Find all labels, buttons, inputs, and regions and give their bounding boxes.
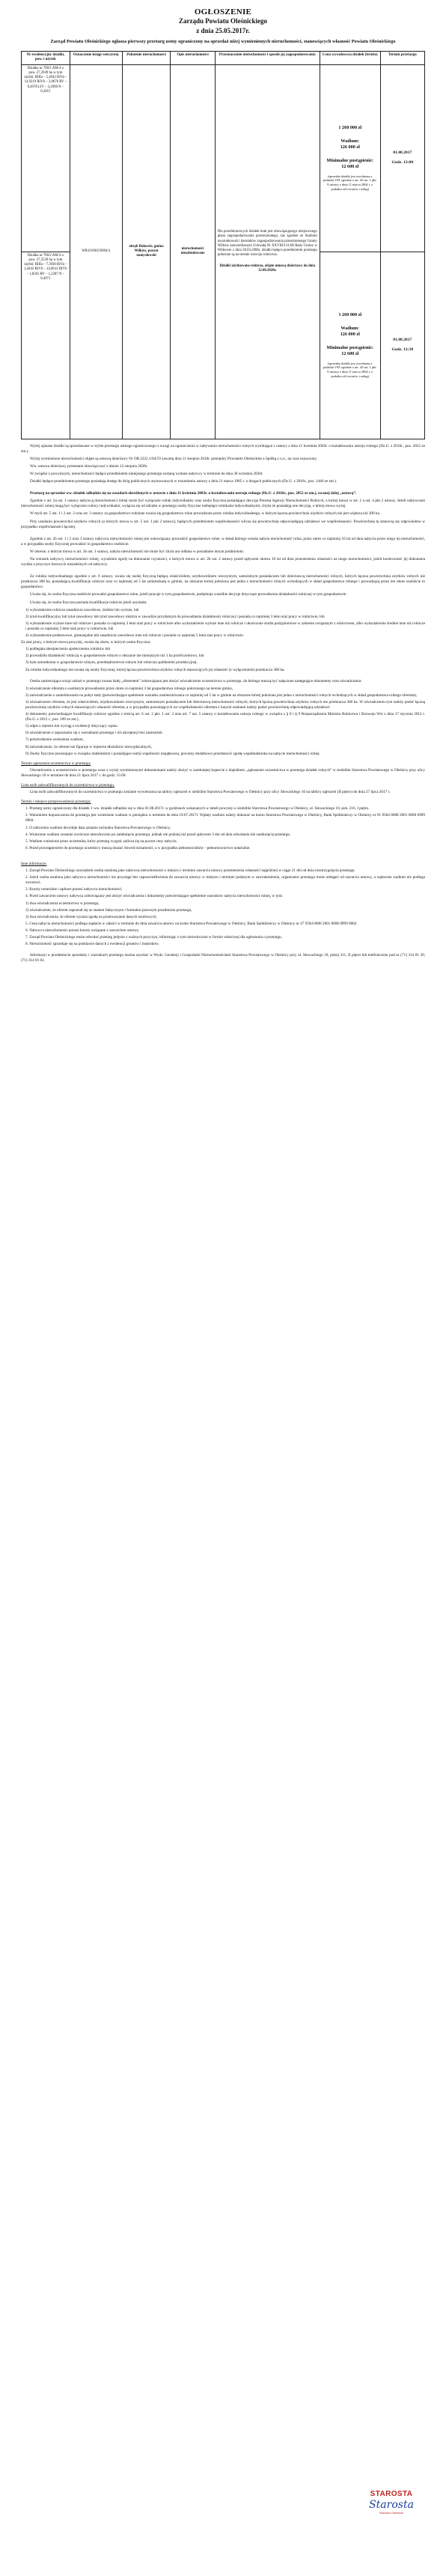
list-item: 6) oświadczenie o zapoznaniu się z warunkami przetargu i ich akceptacji bez zastrzeżeń. [25,731,163,736]
list-item: 7) potwierdzenie wniesienia wadium, [25,737,84,743]
paragraph: Oświadczenie o uczestnictwie w przetargu wraz z wyżej wymienionymi dokumentami należy złożyć w zamkniętej kopercie z dopiskiem „zgłoszenie uczestnictwa w przetargu działek rolnych” w siedzibie Starostwa Powiatowego w Oleśnicy przy ulicy Słowackiego 10 w terminie do dnia 21 lipca 2017 r. do godz. 15:00. [21,767,425,778]
document-subtitle: Zarządu Powiatu Oleśnickiego [178,17,267,25]
staz-list [21,647,425,672]
list-item: 3) oświadczenie oferenta, że jest właścicielem, użytkownikiem wieczystym, samoistnym posiadaczem lub dzierżawcą nieruchomości rolnych, których łączna powierzchnia użytków rolnych nie przekracza 300 ha. W oświadczeniu tym należy podać łączną powierzchnię użytków rolnych stanowiących własność oferenta, a w przypadku pozostających we współwłasności oferenta z innymi osobami należy podać powierzchnię odpowiadającą udziałowi. [25,699,425,710]
list-item: 2) tytuł kwalifikacyjny lub tytuł zawodowy lub tytuł zawodowy mistrza w zawodzie przydatnym do prowadzenia działalności rolniczej i posiada co najmniej 3 letni staż pracy w rolnictwie, lub [25,614,325,619]
stamp-role: Starosta Oleśnicki [379,2511,404,2515]
lot2-price: 1 260 000 zł [338,311,362,317]
description: nieruchomości niezabudowane [171,64,215,439]
list-item: 7. Zarząd Powiatu Oleśnickiego może odwołać przetarg jedynie z ważnych przyczyn, informując o tym niezwłocznie w formie właściwej dla ogłoszenia o przetargu. [25,934,282,940]
list-item: 3) dwa oświadczenia, że oferent wyraża zgodę na przetwarzanie danych osobowych, [25,914,157,919]
lot1-price-cell [320,64,380,252]
lot1-hour: Godz. 12:00 [391,160,414,165]
paragraph: Zgodnie z art. 2b ust. 1 i 2 oraz 3 ustawy nabywca nieruchomości rolnej jest zobowiązany prowadzić gospodarstwo rolne, w skład którego weszła nabyta nieruchomość rolna, przez okres co najmniej 10 lat od dnia nabycia przez niego tej nieruchomości, a w przypadku osoby fizycznej prowadzić to gospodarstwo osobiście. [21,536,425,546]
lot2-price-cell [320,252,380,439]
lot2-date-cell [380,252,424,439]
paragraph: Na wniosek nabywcy nieruchomości rolnej, wyrażenie zgody na dokonanie czynności, o których mowa w art. 2b ust. 2 ustawy przed upływem okresu 10 lat od dnia przeniesienia własności na niego nieruchomości, jeżeli konieczność jej dokonania wynika z przyczyn losowych niezależnych od nabywcy. [21,557,425,567]
paragraph: Osoba zamierzająca wziąć udział w przetargu zwana dalej „oferentem” zobowiązana jest złożyć oświadczenie uczestnictwa w przetargu, do którego muszą być załączone następujące dokumenty oraz oświadczenia: [30,678,362,683]
lot1-vat-note: (sprzedaż działki jest zwolniona z podatku VAT zgodnie z art. 43 ust. 1 pkt. 9 ustawy z dnia 11 marca 2004 r. o podatku od towarów i usług) [323,174,377,191]
paragraph: W okresie, o którym mowa w art. 2b ust. 1 ustawy, nabyta nieruchomość nie może być zbyta ani oddana w posiadanie innym podmiotom. [30,549,245,554]
col-header: Termin przetargu [380,52,424,65]
section-title: Termin zgłoszenia uczestnictwa w przetargu: [21,761,91,766]
list-item: 2) oświadczenie, że oferent zapoznał się ze stanem faktycznym i formalno-prawnym przedmiotu przetargu, [25,907,192,913]
list-item: 4) wykształcenie podstawowe, gimnazjalne lub zasadnicze zawodowe inne niż rolnicze i posiada co najmniej 5 letni staż pracy w rolnictwie. [25,633,244,639]
lot2-min-step: 12 600 zł [341,350,359,356]
paragraph: Wyżej opisane działki są sprzedawane w trybie przetargu ustnego ograniczonego z uwagi na ograniczenia w nabywaniu nieruchomości rolnych wynikające z ustawy z dnia 11 kwietnia 2003r. o kształtowaniu ustroju rolnego (Dz.U. z 2016r., poz. 2052 ze zm.). [21,443,425,454]
qualifications-list [21,608,425,639]
lot1-price: 1 260 000 zł [338,124,362,130]
paragraph: W związku z powyższym, nieruchomości będące przedmiotem niniejszego przetargu zostaną wydane nabywcy w terminie do dnia 30 września 2020r. [30,471,263,476]
list-item: Za rolnika indywidualnego nie uważa się osoby fizycznej, której łączna powierzchnia użytków rolnych stanowiących jej własność (z wyłączeniem) przekracza 300 ha. [25,667,285,672]
lot1-min-step: 12 600 zł [341,163,359,169]
paragraph: Przetarg na sprzedaż ww. działek odbędzie się na zasadach określonych w ustawie z dnia 11 kwietnia 2003r. o kształtowaniu ustroju rolnego (Dz.U. z 2016r., poz. 2052 ze zm.), zwanej dalej „ustawą”. [30,491,357,496]
paragraph: Uważa się, że osoba fizyczna posiada kwalifikacje rolnicze jeżeli uzyskała: [30,600,147,605]
lot1-date: 01.08.2017 [393,150,412,155]
body-text [21,444,425,606]
signature: Starosta [369,2499,414,2511]
list-item: 1) dwa oświadczenia uczestnictwa w przetargu, [25,901,100,906]
lot2-deposit: 126 000 zł [340,331,360,337]
document-title: OGŁOSZENIE [194,7,252,16]
section-title: Inne informacje: [21,861,47,866]
list-item: 2) prowadziła działalność rolniczą w gospodarstwie rolnym o obszarze nie mniejszym niż 1 ha przeliczeniowy, lub [25,654,204,659]
list-item: 5) odpis z rejestru lub wyciąg z ewidencji dotyczący wpisu. [25,724,118,729]
purpose-note: Działki użytkowane rolniczo, objęte umową dzierżawy do dnia 12.08.2020r. [219,264,316,272]
list-item: 1. Przetarg ustny ograniczony dla działek 1 ww. działek odbędzie się w dniu 01.08.2017r. w godzinach wskazanych w tabeli powyżej w siedzibie Starostwa Powiatowego w Oleśnicy, ul. Słowackiego 10, pok. 216, I piętro. [25,806,370,812]
lot1-min-label: Minimalne postąpienie: [326,157,373,163]
lot2-parcel: Działka nr 780/2 AM-4 o pow. 27,3539 ha w tym użytki: RIIIa – 7,3930 RIVa – 2,4442 RIVb – 14,0612 RIVb – 1,8565 RV – 1,2287 N – 0,4971 [22,252,70,439]
lots-table [21,51,425,439]
list-item: 9) Osoby fizyczne pozostające w związku małżeńskim i posiadające ustrój wspólności majątkowej, powinny dodatkowo przedstawić zgodę współmałżonka na nabycie nieruchomości rolnej. [25,751,320,756]
list-item: 1. Zarząd Powiatu Oleśnickiego zawiadomi osobę ustaloną jako nabywcę nieruchomości o miejscu i terminie zawarcia umowy przeniesienia własności najpóźniej w ciągu 21 dni od dnia rozstrzygnięcia przetargu. [25,868,355,874]
list-item: 3) wykształcenie wyższe inne niż rolnicze i posiada co najmniej 3 letni staż pracy w rolnictwie albo wykształcenie wyższe inne niż rolnicze i ukończone studia podyplomowe w zakresie związanym z rolnictwem, albo wykształcenie średnie inne niż rolnicze i posiada co najmniej 3 letni staż pracy w rolnictwie, lub [25,621,425,631]
table-header-row [22,52,425,65]
list-item: 3. Koszty notarialne i sądowe ponosi nabywca nieruchomości. [25,887,123,892]
paragraph: Wyżej wymienione nieruchomości objęte są umową dzierżawy Nr OR.2222.1/04/19 zawartą dnia 11 sierpnia 2010r. pomiędzy Powiatem Oleśnickim a Spółką z o.o., na czas oznaczony. [30,456,318,461]
lot1-deposit: 126 000 zł [340,144,360,150]
list-item: 6. Przed przystąpieniem do przetargu uczestnicy muszą okazać dowód tożsamości, a w przypadku pełnomocników - pełnomocnictwo notarialne. [25,845,251,850]
paragraph: Przy ustalaniu powierzchni użytków rolnych (o których mowa w art. 5 ust. 1 pkt 2 ustawy), będących przedmiotem współwłasności wlicza się powierzchnię odpowiadającą udziałowi we współwłasności. Powierzchnię tę stanowią się odpowiednio w przypadku współwłasności łącznej. [21,519,425,529]
list-item: 6. Nabywca nieruchomości ponosi koszty związane z zawarciem umowy. [25,928,140,933]
starosta-stamp [359,2490,424,2524]
list-item: 5. Cena nabycia nieruchomości podlega zapłacie w całości w terminie do dnia zawarcia umowy na konto Starostwa Powiatowego w Oleśnicy, Bank Spółdzielczy w Oleśnicy nr 47 9584 0008 2001 0000 0999 0002. [25,921,358,926]
list-item: 2. Jeżeli osoba ustalona jako nabywca nieruchomości nie przystąpi bez usprawiedliwienia do zawarcia umowy w miejscu i terminie podanym w zawiadomieniu, organizator przetargu może odstąpić od zawarcia umowy, a wpłacone wadium nie podlega zwrotowi. [25,875,425,886]
purpose [215,64,320,439]
info-list [21,868,425,947]
stamp-name: STAROSTA [370,2490,413,2498]
paragraph: Ww. umowa dzierżawy przestanie obowiązywać z dniem 12 sierpnia 2020r. [30,463,148,469]
section-title: Termin i miejsce przeprowadzenia przetargu: [21,800,91,805]
col-header: Położenie nieruchomości [122,52,171,65]
col-header: Opis nieruchomości [171,52,215,65]
list-item: 8. Nieruchomość sprzedaje się na podstawie danych z ewidencji gruntów i budynków. [25,942,159,947]
land-register-no: WR1O/00159894/4 [70,64,122,439]
list-item: 3. O zaliczeniu wadium decyduje data uznania rachunku Starostwa Powiatowego w Oleśnicy. [25,825,171,830]
col-header: Cena wywoławcza działek (brutto) [320,52,380,65]
list-item: 4. Przed zawarciem umowy nabywca zobowiązany jest złożyć oświadczenia i dokumenty potwierdzające spełnienie warunków nabycia nieruchomości rolnej, w tym: [25,894,283,899]
list-item: 4. Wniesione wadium zostanie zwrócone niezwłocznie po zamknięciu przetargu, jednak nie później niż przed upływem 3 dni od dnia odwołania lub zamknięcia przetargu. [25,832,291,837]
list-item: 2. Warunkiem dopuszczenia do przetargu jest wniesienie wadium w pieniądzu w terminie do dnia 19.07.2017r. Wpłaty wadium należy dokonać na konto Starostwa Powiatowego w Oleśnicy, Bank Spółdzielczy w Oleśnicy nr 91 9584 0008 2001 0000 0999 0004. [25,813,425,823]
list-item: 2) zaświadczenie o zameldowaniu na pobyt stały (potwierdzające spełnienie warunku zamieszkiwania co najmniej od 5 lat w gminie na obszarze której położona jest jedna z nieruchomości rolnych wchodzących w skład gospodarstwa rolnego oferenta), [25,692,418,698]
col-header: Nr ewidencyjny działki, pow. i użytek [22,52,70,65]
section-title: Lista osób zakwalifikowanych do uczestnictwa w przetargu. [21,783,115,788]
col-header: Oznaczenie księgi wieczystej [70,52,122,65]
lot1-parcel: Działka nr 780/1 AM-4 o pow. 27,3949 ha w tym użytki: RIIIa – 5,4942 RIVa – 14,9219 RIVb – 2,0678 RV – 0,4978 LIV – 3,2698 N – 0,3015 [22,64,70,252]
paragraph: W myśl art. 5 ust. 1 i 2 ust. 2 oraz art. 3 ustawy za gospodarstwo rodzinne uważa się gospodarstwo rolne prowadzone przez rolnika indywidualnego, w którym łączna powierzchnia użytków rolnych nie jest większa niż 300 ha. [30,511,381,517]
paragraph: Działki będące przedmiotem przetargu posiadają dostęp do dróg publicznych usytuowanych w rozumieniu ustawy z dnia 21 marca 1985 r. o drogach publicznych (Dz.U. z 2016r., poz. 1440 ze zm.). [30,479,337,484]
document-intro: Zarząd Powiatu Oleśnickiego ogłasza pierwszy przetarg ustny ograniczony na sprzedaż niżej wymienionych nieruchomości, stanowiących własność Powiatu Oleśnickiego [50,39,396,44]
list-item: 3) była zatrudniona w gospodarstwie rolnym, przedsiębiorstwie rolnym lub rolniczej spółdzielni produkcyjnej. [25,660,198,666]
list-item: 1) oświadczenie oferenta o osobistym prowadzeniu przez okres co najmniej 3 lat gospodarstwa rolnego położonego na terenie gminy, [25,686,233,691]
document-date: z dnia 25.05.2017r. [196,27,250,34]
paragraph: Uważa się, że osoba fizyczna osobiście prowadzi gospodarstwo rolne, jeżeli pracuje w tym gospodarstwie, podejmuje wszelkie decyzje dotyczące prowadzenia działalności rolniczej w tym gospodarstwie. [30,592,347,597]
purpose-text: Dla przedmiotowych działek brak jest obowiązującego miejscowego planu zagospodarowania przestrzennego, zaś zgodnie ze Studium uwarunkowań i kierunków zagospodarowania przestrzennego Gminy Wilków zatwierdzonym Uchwałą Nr XXVIII/131/06 Rady Gminy w Wilkowie z dnia 30.03.2006r. działki będące przedmiotem przetargu położone są na terenie rozwoju rolnictwa. [217,229,317,258]
lot1-deposit-label: Wadium: [340,138,360,144]
lot2-vat-note: (sprzedaż działki jest zwolniona z podatku VAT zgodnie z art. 43 ust. 1 pkt. 9 ustawy z dnia 11 marca 2004 r. o podatku od towarów i usług) [323,361,377,378]
paragraph: Lista osób zakwalifikowanych do uczestnictwa w przetargu zostanie wywieszona na tablicy ogłoszeń w siedzibie Starostwa Powiatowego w Oleśnicy przy ulicy Słowackiego 10 na tablicy ogłoszeń (II piętro) do dnia 27 lipca 2017 r. [30,790,391,795]
list-item: 4) dokumenty potwierdzające kwalifikacje rolnicze zgodnie z treścią art. 6 ust. 2 pkt. 1 ust. 3 oraz art. 7 ust. 5 ustawy o kształtowaniu ustroju rolnego w związku z § 8 i § 9 Rozporządzenia Ministra Rolnictwa i Rozwoju Wsi z dnia 17 stycznia 2012 r. (Dz.U. z 2012 r., poz. 109 ze zm.), [25,712,425,722]
lot2-deposit-label: Wadium: [340,325,360,331]
table-row [22,64,425,252]
lot2-hour: Godz. 12:30 [391,347,414,353]
list-item: 1) wykształcenie rolnicze zasadnicze zawodowe, średnie lub wyższe, lub [25,607,139,612]
list-item: 1) podlegała ubezpieczeniu społecznemu rolników lub [25,647,111,652]
col-header: Przeznaczenie nieruchomości i sposób jej zagospodarowania [215,52,320,65]
lot2-min-label: Minimalne postąpienie: [326,344,373,350]
lot2-date: 01.08.2017 [393,337,412,342]
lot1-date-cell [380,64,424,252]
list-item: 8) zaświadczenie, że oferent nie figuruje w rejestrze dłużników niewypłacalnych, [25,744,152,749]
footer-text: Informacji w przedmiocie sprzedaży i warunkach przetargu można uzyskać w Wydz. Geodezji i Gospodarki Nieruchomościami Starostwa Powiatowego w Oleśnicy przy ul. Słowackiego 10, pokój 311, II piętro lub telefonicznie pod nr (71) 314 01 39, (71) 314 01 02. [21,953,425,963]
paragraph: Za rolnika indywidualnego zgodnie z art. 6 ustawy, uważa się osobę fizyczną będącą właścicielem, użytkownikiem wieczystym, samoistnym posiadaczem lub dzierżawcą nieruchomości rolnych, których łączna powierzchnia użytków rolnych nie przekracza 300 ha, posiadającą kwalifikacje rolnicze oraz co najmniej od 5 lat zamieszkałą w gminie, na obszarze której położona jest jedna z nieruchomości rolnych wchodzących w skład gospodarstwa rolnego i prowadzącą przez ten okres osobiście to gospodarstwo. [21,574,425,590]
location: obręb Bukowie, gmina Wilków, powiat namysłowski [122,64,171,439]
documents-list [21,686,425,757]
staz-intro: Za staż pracy, o którym mowa powyżej, uważa się okres, w którym osoba fizyczna: [21,640,151,645]
list-item: 5. Wadium wniesione przez uczestnika, który przetarg wygrał, zalicza się na poczet ceny nabycia. [25,838,177,844]
paragraph: Zgodnie z art. 2a ust. 1 ustawy nabywcą nieruchomości rolnej może być wyłącznie rolnik indywidualny oraz osoba fizyczna posiadająca decyzję Prezesa Agencji Nieruchomości Rolnych, o której mowa w art. 2 a ust. 4 pkt 2 ustawy. Jeżeli nabywcami nieruchomości rolnej mogą być wyłącznie rolnicy indywidualni, wyłącza się od udziału w przetargu osoby fizyczne niebędące rolnikami indywidualnymi, chyba że posiadają one decyzję, o której mowa wyżej. [21,499,425,509]
conditions-list [21,806,425,851]
